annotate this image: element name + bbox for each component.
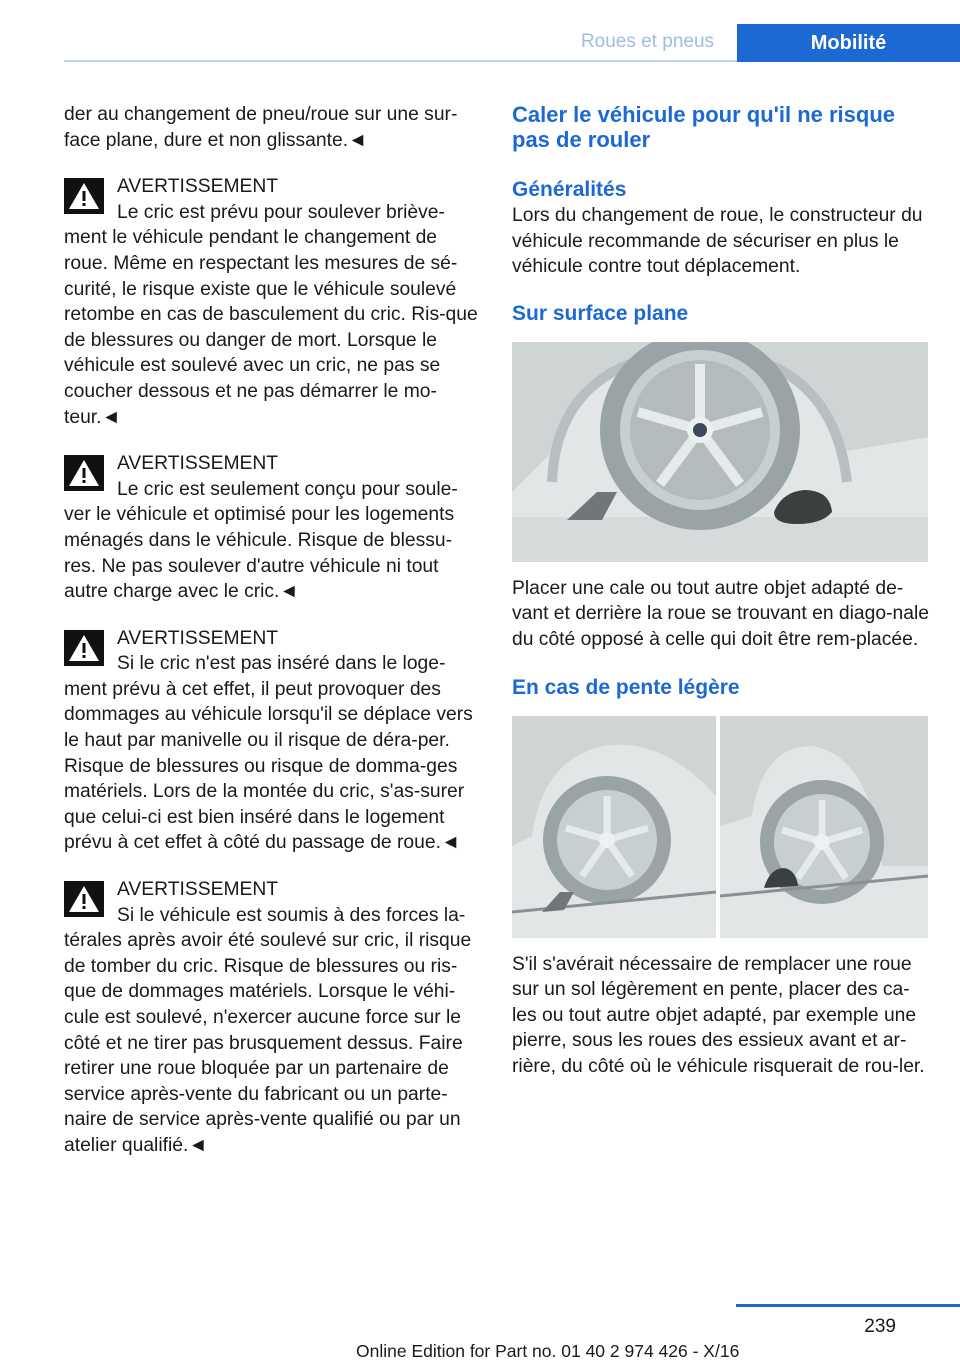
warning-triangle-icon (64, 455, 104, 491)
warning-triangle-icon (64, 630, 104, 666)
warning-text: ver le véhicule et optimisé pour les logements ménagés dans le véhicule. Risque de blessu-res. Ne pas soulever d'autre véhicule ni tout autre charge avec le cric.◄ (64, 504, 455, 603)
figure-slope (512, 716, 928, 938)
warning-block (64, 174, 480, 430)
warning-text-first-line: Si le cric n'est pas inséré dans le loge- (117, 653, 446, 675)
warning-block (64, 877, 480, 1159)
edition-line: Online Edition for Part no. 01 40 2 974 426 - X/16 (356, 1341, 740, 1361)
subheading-slope: En cas de pente légère (512, 675, 740, 699)
warning-text-first-line: Si le véhicule est soumis à des forces la- (117, 904, 466, 926)
warning-title: AVERTISSEMENT (117, 627, 279, 649)
left-column (64, 102, 480, 1159)
right-column (512, 102, 932, 1080)
warning-text: térales après avoir été soulevé sur cric, il risque de tomber du cric. Risque de blessures ou ris-que de dommages matériels. Lorsque le véhi-cule est soulevé, n'exercer aucune force sur le côté et ne tirer pas brusquement dessus. Faire retirer une roue bloquée par un partenaire de service après-vente du fabricant ou un parte-naire de service après-vente qualifié ou par un atelier qualifié.◄ (64, 930, 472, 1156)
flat-paragraph: Placer une cale ou tout autre objet adapté de-vant et derrière la roue se trouvant en diago-nale du côté opposé à celle qui doit être rem-placée. (512, 577, 929, 650)
warning-text-first-line: Le cric est prévu pour soulever briève- (117, 201, 445, 223)
tab-section-label: Roues et pneus (580, 31, 715, 52)
warning-title: AVERTISSEMENT (117, 453, 279, 475)
warning-block (64, 626, 480, 856)
subheading-flat-surface: Sur surface plane (512, 301, 689, 325)
tab-chapter-label: Mobilité (810, 31, 887, 54)
warning-block (64, 451, 480, 605)
wheel-chock-flat-illustration (512, 342, 928, 562)
warning-title: AVERTISSEMENT (117, 176, 279, 198)
intro-paragraph: der au changement de pneu/roue sur une sur-face plane, dure et non glissante.◄ (64, 104, 458, 151)
warning-triangle-icon (64, 881, 104, 917)
warning-text: ment le véhicule pendant le changement de roue. Même en respectant les mesures de sé-curité, le risque existe que le véhicule soulevé retombe en cas de basculement du cric. Ris-que de blessures ou danger de mort. Lorsque le véhicule est soulevé avec un cric, ne pas se coucher dessous et ne pas démarrer le mo-teur.◄ (64, 227, 478, 428)
footer-rule (736, 1304, 960, 1307)
warning-text: ment prévu à cet effet, il peut provoquer des dommages au véhicule lorsqu'il se déplace vers le haut par manivelle ou il risque de déra-per. Risque de blessures ou risque de domma-ges matériels. Lors de la montée du cric, s'as-surer que celui-ci est bien inséré dans le logement prévu à cet effet à côté du passage de roue.◄ (64, 678, 473, 854)
slope-paragraph: S'il s'avérait nécessaire de remplacer une roue sur un sol légèrement en pente, placer des ca-les ou tout autre objet adapté, par exemple une pierre, sous les roues des essieux avant et ar-rière, du côté où le véhicule risquerait de rou-ler. (512, 953, 925, 1077)
warning-text-first-line: Le cric est seulement conçu pour soule- (117, 478, 458, 500)
warning-title: AVERTISSEMENT (117, 879, 279, 901)
page-number: 239 (864, 1316, 896, 1337)
wheel-chock-slope-illustration (512, 716, 928, 938)
subheading-general: Généralités (512, 178, 627, 201)
section-heading: Caler le véhicule pour qu'il ne risque pas de rouler (512, 102, 896, 152)
tab-chapter-mobilite[interactable] (737, 24, 960, 62)
warning-triangle-icon (64, 178, 104, 214)
tab-section-roues-et-pneus[interactable] (560, 24, 735, 60)
figure-flat-surface (512, 342, 928, 562)
general-paragraph: Lors du changement de roue, le constructeur du véhicule recommande de sécuriser en plus le véhicule contre tout déplacement. (512, 205, 923, 278)
